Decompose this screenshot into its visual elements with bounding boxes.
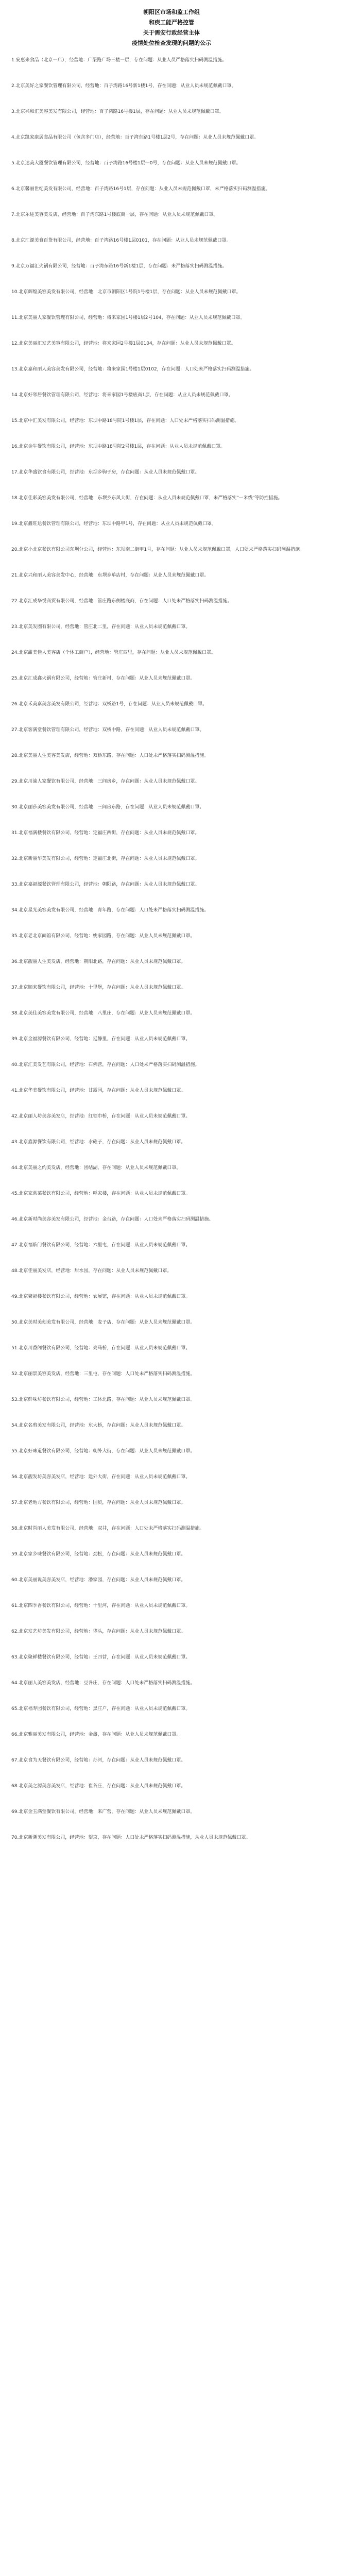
notice-item: 43.北京鑫源餐饮有限公司，经营地：水碓子，存在问题：从业人员未规范佩戴口罩。	[11, 1140, 186, 1145]
notice-item: 41.北京华美餐饮有限公司，经营地：甘露园，存在问题：从业人员未规范佩戴口罩。	[11, 1088, 186, 1093]
notice-item: 19.北京鑫旺达餐饮管理有限公司，经营地：东坝中路甲1号，存在问题：从业人员未规范佩戴口罩。	[11, 521, 217, 527]
notice-item: 60.北京美丽说美容美发店，经营地：潘家园，存在问题：从业人员未规范佩戴口罩。	[11, 1578, 186, 1583]
notice-item: 59.北京家乡味餐饮有限公司，经营地：劲松，存在问题：从业人员未规范佩戴口罩。	[11, 1552, 186, 1557]
notice-title	[11, 7, 332, 48]
notice-item: 11.北京美丽人家餐饮管理有限公司，经营地：将来家园1号楼1层2号104，存在问题：从业人员未规范佩戴口罩。	[11, 315, 245, 320]
notice-item: 30.北京丽莎美容美发有限公司，经营地：三间房东路，存在问题：从业人员未规范佩戴口罩。	[11, 805, 204, 810]
notice-item: 5.北京达美大厦餐饮管理有限公司，经营地：百子湾路16号楼1层一0号，存在问题：从业人员未规范佩戴口罩。	[11, 161, 241, 166]
notice-item: 1.安惠来食品（北京一店），经营地：广渠路广场三楼一层，存在问题：从业人员严格落实扫码测温措施。	[11, 58, 227, 63]
notice-item: 54.北京名剪美发有限公司，经营地：东大桥，存在问题：从业人员未规范佩戴口罩。	[11, 1423, 186, 1428]
notice-item: 55.北京好味道餐饮有限公司，经营地：朝外大街，存在问题：从业人员未规范佩戴口罩。	[11, 1449, 195, 1454]
notice-item: 69.北京金玉满堂餐饮有限公司，经营地：来广营，存在问题：从业人员未规范佩戴口罩。	[11, 1809, 195, 1815]
notice-item: 34.北京星光美容美发有限公司，经营地：青年路，存在问题：人口处未严格落实扫码测温措施。	[11, 908, 209, 913]
notice-item: 40.北京汇美发艺有限公司，经营地：石佛营，存在问题：人口处未严格落实扫码测温措施。	[11, 1062, 200, 1067]
title-line: 和疾工能严格控管	[149, 19, 194, 26]
notice-item: 9.北京万福汇火锅有限公司，经营地：百子湾东路16号新1楼1层，存在问题：未严格落实扫码测温措施。	[11, 264, 227, 269]
title-line: 朝阳区市场和监工作组	[143, 9, 200, 15]
notice-item: 13.北京嘉和丽人美容美发有限公司，经营地：将来家园1号楼1层0102，存在问题：人口处未严格落实扫码测温措施。	[11, 367, 254, 372]
notice-item: 18.北京佳彩美容美发有限公司，经营地：东坝乡东风大街，存在问题：从业人员未规范佩戴口罩，未严格落实"一米线"等防控措施。	[11, 496, 283, 501]
notice-item: 39.北京金福源餐饮有限公司，经营地：延静里，存在问题：从业人员未规范佩戴口罩。	[11, 1037, 191, 1042]
notice-item: 61.北京四季香餐饮有限公司，经营地：十里河，存在问题：从业人员未规范佩戴口罩。	[11, 1603, 191, 1608]
notice-item: 7.北京乐途美容美发店，经营地：百子湾东路1号楼底商一层，存在问题：从业人员未规范佩戴口罩。	[11, 212, 218, 217]
notice-item: 37.北京顺来餐饮有限公司，经营地：十里堡，存在问题：从业人员未规范佩戴口罩。	[11, 985, 186, 990]
notice-item: 23.北京美发圈有限公司，经营地：管庄北二里，存在问题：从业人员未规范佩戴口罩。	[11, 624, 191, 630]
notice-item: 50.北京美时美刻美发有限公司，经营地：麦子店，存在问题：从业人员未规范佩戴口罩。	[11, 1320, 195, 1325]
notice-item: 6.北京馨丽世纪美发有限公司，经营地：百子湾路16号1层，存在问题：从业人员未规范佩戴口罩，未严格落实扫码测温措施。	[11, 187, 270, 192]
notice-item: 4.北京凯家康居食品有限公司（包含多门店），经营地：百子湾东路1号楼1层2号，存在问题：从业人员未规范佩戴口罩。	[11, 135, 259, 140]
notice-item: 15.北京中汇美发有限公司，经营地：东坝中路18号院1号楼1层，存在问题：人口处未严格落实扫码测温措施。	[11, 418, 239, 423]
notice-item: 67.北京食为天餐饮有限公司，经营地：孙河，存在问题：从业人员未规范佩戴口罩。	[11, 1758, 186, 1763]
notice-item: 28.北京美丽人生美容美发店，经营地：双桥东路，存在问题：人口处未严格落实扫码测温措施。	[11, 753, 209, 758]
notice-item: 12.北京美丽汇发艺美容有限公司，经营地：将来家园2号楼1层0104，存在问题：从业人员未规范佩戴口罩。	[11, 341, 236, 346]
notice-item: 42.北京丽人坊美容美发店，经营地：红领巾桥，存在问题：从业人员未规范佩戴口罩。	[11, 1114, 191, 1119]
notice-item: 70.北京新潮美发有限公司，经营地：望京，存在问题：人口处未严格落实扫码测温措施，从业人员未规范佩戴口罩。	[11, 1835, 251, 1840]
notice-item: 58.北京时尚丽人美发有限公司，经营地：双井，存在问题：人口处未严格落实扫码测温措施。	[11, 1526, 204, 1531]
notice-item: 52.北京丽景美容美发店，经营地：三里屯，存在问题：人口处未严格落实扫码测温措施。	[11, 1371, 195, 1377]
notice-item: 16.北京金牛餐饮有限公司，经营地：东坝中路18号院2号楼1层，存在问题：从业人员未规范佩戴口罩。	[11, 444, 226, 449]
notice-item: 48.北京佳丽美发店，经营地：甜水园，存在问题：从业人员未规范佩戴口罩。	[11, 1268, 172, 1274]
notice-item: 53.北京鲜味坊餐饮有限公司，经营地：工体北路，存在问题：从业人员未规范佩戴口罩。	[11, 1397, 195, 1402]
notice-item: 14.北京好邻居餐饮管理有限公司，经营地：将来家园1号楼底商1层，存在问题：从业人员未规范佩戴口罩。	[11, 393, 233, 398]
notice-item: 63.北京聚鲜楼餐饮有限公司，经营地：王四营，存在问题：从业人员未规范佩戴口罩。	[11, 1655, 191, 1660]
notice-item: 62.北京发艺坊美发有限公司，经营地：垡头，存在问题：从业人员未规范佩戴口罩。	[11, 1629, 186, 1634]
notice-item: 21.北京兴和丽人美容美发中心，经营地：东坝乡单店村，存在问题：从业人员未规范佩戴口罩。	[11, 573, 209, 578]
notice-item: 38.北京美佳美容美发有限公司，经营地：八里庄，存在问题：从业人员未规范佩戴口罩。	[11, 1011, 195, 1016]
notice-item: 45.北京家常菜餐饮有限公司，经营地：呼家楼，存在问题：从业人员未规范佩戴口罩。	[11, 1191, 191, 1196]
notice-item: 51.北京川香阁餐饮有限公司，经营地：亮马桥，存在问题：从业人员未规范佩戴口罩。	[11, 1346, 191, 1351]
notice-item: 32.北京新丽华美发有限公司，经营地：定福庄北街，存在问题：从业人员未规范佩戴口罩。	[11, 856, 200, 861]
notice-item: 66.北京雅丽美发有限公司，经营地：金盏，存在问题：从业人员未规范佩戴口罩。	[11, 1732, 181, 1737]
notice-item: 36.北京靓丽人生美发店，经营地：朝阳北路，存在问题：从业人员未规范佩戴口罩。	[11, 959, 186, 964]
notice-item: 29.北京川渝人家餐饮有限公司，经营地：三间房乡，存在问题：从业人员未规范佩戴口罩。	[11, 779, 200, 784]
notice-item: 3.北京兴和汇美容美发有限公司，经营地：百子湾路16号楼1层，存在问题：从业人员未规范佩戴口罩。	[11, 109, 224, 114]
notice-item: 68.北京美之源美容美发店，经营地：崔各庄，存在问题：从业人员未规范佩戴口罩。	[11, 1784, 186, 1789]
notice-item: 10.北京辉煌美容美发有限公司，经营地：北京市朝阳区1号院1号楼1层，存在问题：从业人员未规范佩戴口罩。	[11, 290, 241, 295]
notice-item: 17.北京华盛饮食有限公司，经营地：东坝乡驹子房，存在问题：从业人员未规范佩戴口罩。	[11, 470, 200, 475]
notice-item: 2.北京美好之家餐饮管理有限公司，经营地：百子湾路16号新1楼1号，存在问题：从业人员未规范佩戴口罩。	[11, 83, 236, 89]
notice-item: 22.北京汇成华悦商贸有限公司，经营地：管庄路东侧楼底商，存在问题：人口处未严格落实扫码测温措施。	[11, 599, 232, 604]
notice-item: 27.北京客满堂餐饮管理有限公司，经营地：双桥中路，存在问题：从业人员未规范佩戴口罩。	[11, 727, 204, 733]
notice-item: 35.北京老北京面馆有限公司，经营地：姚家园路，存在问题：从业人员未规范佩戴口罩。	[11, 934, 195, 939]
notice-item: 46.北京新时尚美容美发有限公司，经营地：金台路，存在问题：人口处未严格落实扫码测温措施。	[11, 1217, 214, 1222]
notice-item: 49.北京聚福楼餐饮有限公司，经营地：农展馆，存在问题：从业人员未规范佩戴口罩。	[11, 1294, 191, 1299]
notice-item: 26.北京禾美嘉美容美发有限公司，经营地：双桥路1号，存在问题：从业人员未规范佩戴口罩。	[11, 702, 208, 707]
notice-item: 44.北京美丽之约美发店，经营地：团结湖，存在问题：从业人员未规范佩戴口罩。	[11, 1165, 181, 1171]
notice-item: 33.北京嘉福源餐饮管理有限公司，经营地：朝阳路，存在问题：从业人员未规范佩戴口罩。	[11, 882, 200, 887]
notice-list	[11, 56, 332, 1843]
notice-item: 25.北京汇成鑫火锅有限公司，经营地：管庄新村，存在问题：从业人员未规范佩戴口罩。	[11, 676, 195, 681]
notice-item: 65.北京福寿园餐饮有限公司，经营地：黑庄户，存在问题：从业人员未规范佩戴口罩。	[11, 1706, 191, 1711]
notice-item: 56.北京靓发坊美容美发店，经营地：建外大街，存在问题：从业人员未规范佩戴口罩。	[11, 1475, 191, 1480]
notice-item: 64.北京丽人美容美发店，经营地：豆各庄，存在问题：人口处未严格落实扫码测温措施。	[11, 1681, 195, 1686]
notice-item: 47.北京福临门餐饮有限公司，经营地：六里屯，存在问题：从业人员未规范佩戴口罩。	[11, 1243, 191, 1248]
notice-item: 8.北京汇源美食百货有限公司，经营地：百子湾路16号楼1层0101，存在问题：从业人员未规范佩戴口罩。	[11, 238, 231, 243]
notice-item: 20.北京小北京餐饮有限公司东坝分公司，经营地：东坝南二街甲1号，存在问题：从业人员未规范佩戴口罩，人口处未严格落实扫码测温措施。	[11, 547, 305, 552]
title-line: 关于需安行政经营主体	[143, 29, 200, 36]
notice-item: 31.北京福满楼餐饮有限公司，经营地：定福庄西街，存在问题：从业人员未规范佩戴口罩。	[11, 831, 200, 836]
notice-item: 57.北京老地方餐饮有限公司，经营地：国贸，存在问题：从业人员未规范佩戴口罩。	[11, 1500, 186, 1505]
notice-item: 24.北京甜美佳人美容店（个体工商户），经营地：管庄西里，存在问题：从业人员未规范佩戴口罩。	[11, 650, 216, 655]
title-line: 疫情处位检查发现的问题的公示	[132, 40, 211, 46]
